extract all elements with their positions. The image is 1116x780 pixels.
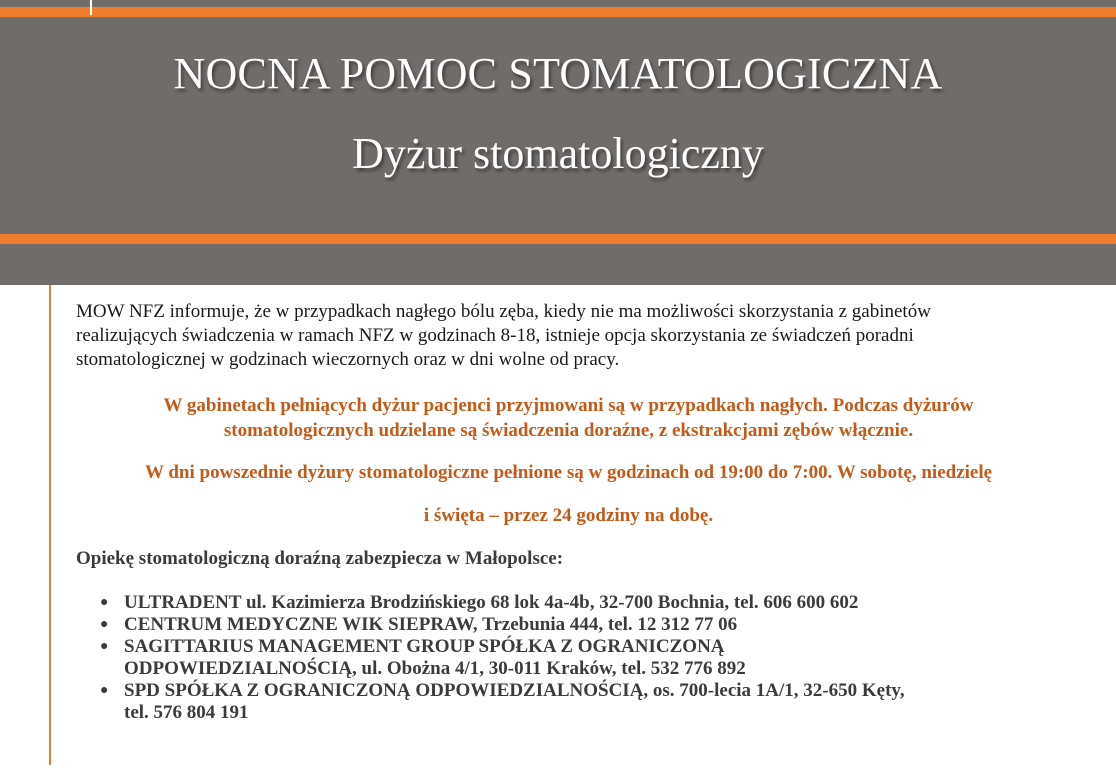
top-accent-stripe <box>0 7 1116 17</box>
bullet-icon: ● <box>100 595 109 610</box>
intro-line: stomatologicznej w godzinach wieczornych oraz w dni wolne od pracy. <box>76 349 620 370</box>
left-accent-line <box>49 285 51 765</box>
provider-line: SAGITTARIUS MANAGEMENT GROUP SPÓŁKA Z OGRANICZONĄ <box>124 636 725 657</box>
list-item <box>76 636 1038 680</box>
provider-line: ODPOWIEDZIALNOŚCIĄ, ul. Obożna 4/1, 30-011 Kraków, tel. 532 776 892 <box>124 658 746 679</box>
provider-line: SPD SPÓŁKA Z OGRANICZONĄ ODPOWIEDZIALNOŚCIĄ, os. 700-lecia 1A/1, 32-650 Kęty, <box>124 680 905 701</box>
provider-line: tel. 576 804 191 <box>124 702 249 723</box>
providers-heading: Opiekę stomatologiczną doraźną zabezpiecza w Małopolsce: <box>76 548 564 569</box>
list-item <box>76 680 1038 724</box>
providers-list <box>76 592 1038 724</box>
bullet-icon: ● <box>100 639 109 654</box>
duty-info-paragraph <box>76 393 1061 443</box>
weekday-hours-paragraph: W dni powszednie dyżury stomatologiczne pełnione są w godzinach od 19:00 do 7:00. W sobotę, niedzielę <box>144 462 993 483</box>
list-item <box>76 614 1038 636</box>
provider-line: CENTRUM MEDYCZNE WIK SIEPRAW, Trzebunia 444, tel. 12 312 77 06 <box>124 614 738 635</box>
header-banner <box>0 0 1116 285</box>
intro-line: MOW NFZ informuje, że w przypadkach nagłego bólu zęba, kiedy nie ma możliwości skorzystania z gabinetów <box>76 301 931 322</box>
bullet-icon: ● <box>100 617 109 632</box>
list-item <box>76 592 1038 614</box>
page-subtitle: Dyżur stomatologiczny <box>352 129 764 178</box>
bullet-icon: ● <box>100 683 109 698</box>
provider-line: ULTRADENT ul. Kazimierza Brodzińskiego 68 lok 4a-4b, 32-700 Bochnia, tel. 606 600 602 <box>124 592 859 613</box>
duty-info-line: W gabinetach pełniących dyżur pacjenci przyjmowani są w przypadkach nagłych. Podczas dyżurów <box>163 395 974 416</box>
weekend-hours-paragraph: i święta – przez 24 godziny na dobę. <box>423 505 714 526</box>
intro-paragraph <box>76 300 1038 372</box>
banner-tick-mark <box>90 0 92 15</box>
page-title: NOCNA POMOC STOMATOLOGICZNA <box>173 49 943 98</box>
duty-info-line: stomatologicznych udzielane są świadczenia doraźne, z ekstrakcjami zębów włącznie. <box>223 420 914 441</box>
document-body <box>76 300 1038 723</box>
intro-line: realizujących świadczenia w ramach NFZ w godzinach 8-18, istnieje opcja skorzystania ze świadczeń poradni <box>76 325 914 346</box>
bottom-accent-stripe <box>0 234 1116 244</box>
